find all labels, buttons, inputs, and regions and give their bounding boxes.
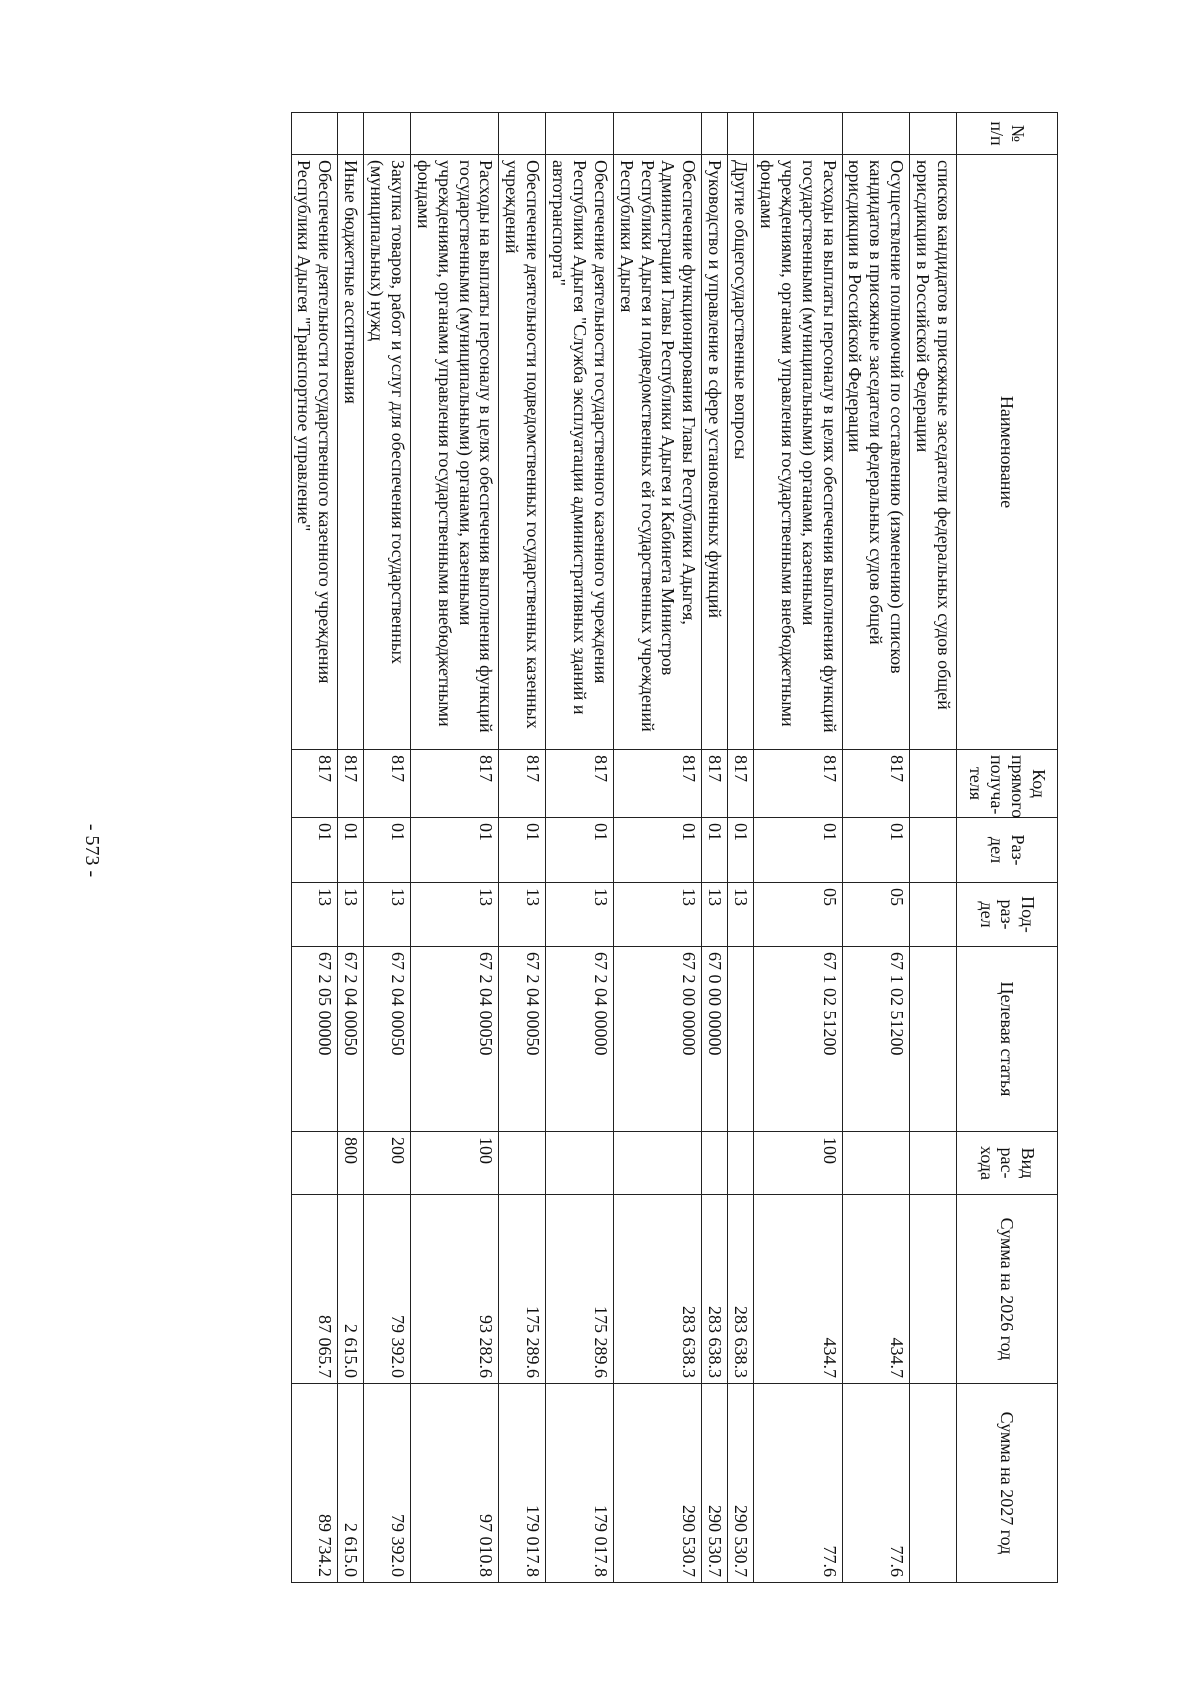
cell-sum-2027: 2 615.0 (338, 1384, 364, 1583)
cell-code: 817 (842, 750, 910, 818)
document-frame (108, 112, 1058, 1582)
cell-no (702, 113, 728, 155)
cell-razdel: 01 (754, 818, 843, 883)
table-row (338, 113, 364, 1583)
table-row (754, 113, 843, 1583)
cell-vid (842, 1132, 910, 1195)
cell-podrazdel: 13 (702, 883, 728, 947)
table-body (291, 113, 956, 1583)
header-celevaya: Целевая статья (957, 947, 1058, 1132)
cell-razdel: 01 (364, 818, 411, 883)
cell-celevaya: 67 1 02 51200 (754, 947, 843, 1132)
cell-vid: 200 (364, 1132, 411, 1195)
cell-code: 817 (546, 750, 614, 818)
cell-sum-2027: 290 530.7 (702, 1384, 728, 1583)
cell-celevaya: 67 2 04 00000 (546, 947, 614, 1132)
cell-no (728, 113, 754, 155)
cell-celevaya: 67 2 04 00050 (499, 947, 546, 1132)
cell-sum-2026: 283 638.3 (613, 1195, 702, 1384)
cell-celevaya: 67 2 05 00000 (291, 947, 338, 1132)
cell-name: Обеспечение деятельности подведомственных государственных казенных учреждений (499, 155, 546, 750)
cell-sum-2027: 77.6 (754, 1384, 843, 1583)
cell-sum-2026: 175 289.6 (546, 1195, 614, 1384)
cell-code: 817 (754, 750, 843, 818)
cell-vid (728, 1132, 754, 1195)
cell-razdel: 01 (728, 818, 754, 883)
cell-podrazdel (910, 883, 957, 947)
cell-vid (910, 1132, 957, 1195)
table-row (728, 113, 754, 1583)
rotated-table-container (108, 112, 1058, 1582)
cell-no (910, 113, 957, 155)
cell-podrazdel: 05 (754, 883, 843, 947)
page-number: - 573 - (81, 823, 104, 877)
table-row (499, 113, 546, 1583)
cell-no (411, 113, 500, 155)
cell-no (364, 113, 411, 155)
header-name: Наименование (957, 155, 1058, 750)
cell-name: Иные бюджетные ассигнования (338, 155, 364, 750)
cell-celevaya: 67 2 00 00000 (613, 947, 702, 1132)
cell-razdel: 01 (338, 818, 364, 883)
cell-podrazdel: 13 (338, 883, 364, 947)
cell-name: Расходы на выплаты персоналу в целях обеспечения выполнения функций государственными (муниципальными) органами, казенными учреждениями, органами управления государственными внебюджетными фондами (411, 155, 500, 750)
cell-celevaya: 67 2 04 00050 (338, 947, 364, 1132)
cell-celevaya (728, 947, 754, 1132)
cell-razdel: 01 (546, 818, 614, 883)
cell-name: Другие общегосударственные вопросы (728, 155, 754, 750)
cell-celevaya: 67 2 04 00050 (411, 947, 500, 1132)
cell-vid (613, 1132, 702, 1195)
header-sum-2027: Сумма на 2027 год (957, 1384, 1058, 1583)
cell-razdel: 01 (499, 818, 546, 883)
header-razdel: Раз-дел (957, 818, 1058, 883)
cell-razdel: 01 (613, 818, 702, 883)
cell-podrazdel: 13 (499, 883, 546, 947)
cell-podrazdel: 13 (364, 883, 411, 947)
table-row (411, 113, 500, 1583)
cell-no (842, 113, 910, 155)
cell-code: 817 (499, 750, 546, 818)
cell-razdel: 01 (411, 818, 500, 883)
cell-name: Обеспечение деятельности государственного казенного учреждения Республики Адыгея "Служба эксплуатации административных зданий и автотранспорта" (546, 155, 614, 750)
cell-code: 817 (613, 750, 702, 818)
header-vid: Вид рас-хода (957, 1132, 1058, 1195)
cell-vid (546, 1132, 614, 1195)
cell-name: Обеспечение деятельности государственного казенного учреждения Республики Адыгея "Транспортное управление" (291, 155, 338, 750)
page-number-box (72, 790, 112, 910)
cell-sum-2027: 79 392.0 (364, 1384, 411, 1583)
cell-no (291, 113, 338, 155)
cell-sum-2026: 79 392.0 (364, 1195, 411, 1384)
cell-sum-2027: 290 530.7 (613, 1384, 702, 1583)
cell-name: списков кандидатов в присяжные заседатели федеральных судов общей юрисдикции в Российской Федерации (910, 155, 957, 750)
cell-sum-2027: 179 017.8 (499, 1384, 546, 1583)
table-row (702, 113, 728, 1583)
cell-vid (702, 1132, 728, 1195)
header-no: № п/п (957, 113, 1058, 155)
cell-sum-2027: 179 017.8 (546, 1384, 614, 1583)
cell-code (910, 750, 957, 818)
cell-sum-2026: 2 615.0 (338, 1195, 364, 1384)
cell-sum-2026: 434.7 (842, 1195, 910, 1384)
cell-podrazdel: 13 (546, 883, 614, 947)
cell-sum-2026: 93 282.6 (411, 1195, 500, 1384)
cell-name: Осуществление полномочий по составлению (изменению) списков кандидатов в присяжные заседатели федеральных судов общей юрисдикции в Российской Федерации (842, 155, 910, 750)
cell-code: 817 (702, 750, 728, 818)
table-row (842, 113, 910, 1583)
header-podrazdel: Под-раз-дел (957, 883, 1058, 947)
cell-celevaya (910, 947, 957, 1132)
cell-sum-2026: 283 638.3 (728, 1195, 754, 1384)
cell-code: 817 (411, 750, 500, 818)
cell-sum-2027 (910, 1384, 957, 1583)
table-row (291, 113, 338, 1583)
cell-vid (291, 1132, 338, 1195)
cell-code: 817 (728, 750, 754, 818)
cell-vid: 100 (411, 1132, 500, 1195)
cell-no (613, 113, 702, 155)
cell-razdel: 01 (291, 818, 338, 883)
cell-sum-2026: 434.7 (754, 1195, 843, 1384)
header-code: Код прямого получа-теля (957, 750, 1058, 818)
cell-sum-2027: 77.6 (842, 1384, 910, 1583)
cell-no (546, 113, 614, 155)
cell-vid: 100 (754, 1132, 843, 1195)
cell-name: Закупка товаров, работ и услуг для обеспечения государственных (муниципальных) нужд (364, 155, 411, 750)
cell-no (754, 113, 843, 155)
cell-razdel (910, 818, 957, 883)
table-row (613, 113, 702, 1583)
cell-name: Руководство и управление в сфере установленных функций (702, 155, 728, 750)
cell-name: Обеспечение функционирования Главы Республики Адыгея, Администрации Главы Республики Адыгея и Кабинета Министров Республики Адыгея и подведомственных ей государственных учреждений Республики Адыгея (613, 155, 702, 750)
cell-vid: 800 (338, 1132, 364, 1195)
cell-razdel: 01 (702, 818, 728, 883)
cell-celevaya: 67 0 00 00000 (702, 947, 728, 1132)
cell-no (338, 113, 364, 155)
cell-podrazdel: 05 (842, 883, 910, 947)
cell-sum-2026: 175 289.6 (499, 1195, 546, 1384)
cell-name: Расходы на выплаты персоналу в целях обеспечения выполнения функций государственными (муниципальными) органами, казенными учреждениями, органами управления государственными внебюджетными фондами (754, 155, 843, 750)
cell-sum-2027: 97 010.8 (411, 1384, 500, 1583)
cell-sum-2027: 89 734.2 (291, 1384, 338, 1583)
cell-podrazdel: 13 (411, 883, 500, 947)
cell-sum-2027: 290 530.7 (728, 1384, 754, 1583)
cell-sum-2026 (910, 1195, 957, 1384)
cell-sum-2026: 87 065.7 (291, 1195, 338, 1384)
cell-vid (499, 1132, 546, 1195)
cell-code: 817 (338, 750, 364, 818)
budget-table (291, 112, 1058, 1583)
cell-celevaya: 67 2 04 00050 (364, 947, 411, 1132)
cell-celevaya: 67 1 02 51200 (842, 947, 910, 1132)
table-row (364, 113, 411, 1583)
cell-podrazdel: 13 (291, 883, 338, 947)
table-header-row (957, 113, 1058, 1583)
cell-code: 817 (291, 750, 338, 818)
cell-code: 817 (364, 750, 411, 818)
table-row (546, 113, 614, 1583)
cell-no (499, 113, 546, 155)
cell-podrazdel: 13 (728, 883, 754, 947)
header-sum-2026: Сумма на 2026 год (957, 1195, 1058, 1384)
cell-razdel: 01 (842, 818, 910, 883)
table-row (910, 113, 957, 1583)
cell-sum-2026: 283 638.3 (702, 1195, 728, 1384)
cell-podrazdel: 13 (613, 883, 702, 947)
